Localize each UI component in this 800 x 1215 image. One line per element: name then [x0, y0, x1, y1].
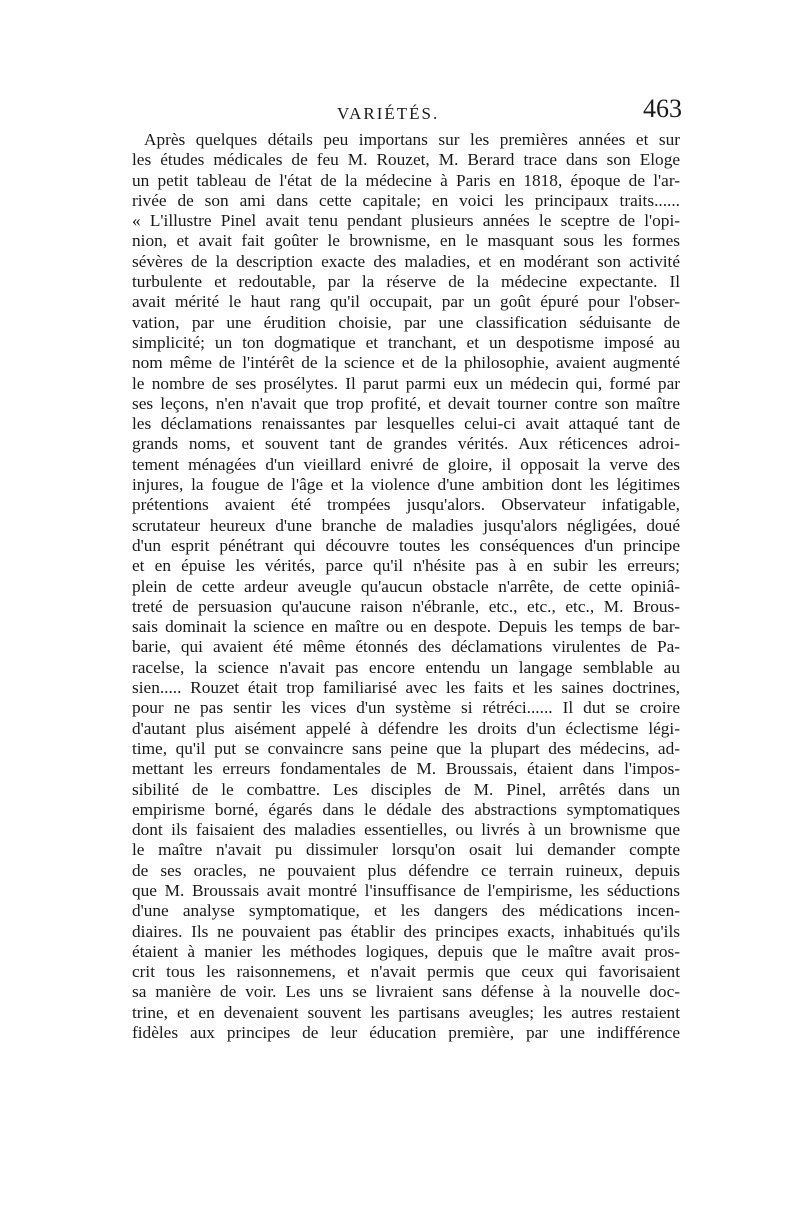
text-line: avait mérité le haut rang qu'il occupait, par un goût épuré pour l'obser-	[132, 292, 680, 312]
text-line: fidèles aux principes de leur éducation première, par une indifférence	[132, 1023, 680, 1043]
text-line: nion, et avait fait goûter le brownisme, en le masquant sous les formes	[132, 231, 680, 251]
text-line: racelse, la science n'avait pas encore entendu un langage semblable au	[132, 657, 680, 677]
text-line: étaient à manier les méthodes logiques, depuis que le maître avait pros-	[132, 941, 680, 961]
text-line: le nombre de ses prosélytes. Il parut parmi eux un médecin qui, formé par	[132, 373, 680, 393]
text-line: turbulente et redoutable, par la réserve de la médecine expectante. Il	[132, 272, 680, 292]
text-line: sa manière de voir. Les uns se livraient sans défense à la nouvelle doc-	[132, 982, 680, 1002]
text-line: tement ménagées d'un vieillard enivré de gloire, il opposait la verve des	[132, 454, 680, 474]
text-line: ses leçons, n'en n'avait que trop profité, et devait tourner contre son maître	[132, 393, 680, 413]
text-line: pour ne pas sentir les vices d'un système si rétréci...... Il dut se croire	[132, 698, 680, 718]
text-line: barie, qui avaient été même étonnés des déclamations virulentes de Pa-	[132, 637, 680, 657]
text-line: les déclamations renaissantes par lesquelles celui-ci avait attaqué tant de	[132, 414, 680, 434]
text-line: empirisme borné, égarés dans le dédale des abstractions symptomatiques	[132, 799, 680, 819]
text-line: mettant les erreurs fondamentales de M. Broussais, étaient dans l'impos-	[132, 759, 680, 779]
running-title: VARIÉTÉS.	[337, 104, 440, 123]
body-text	[132, 130, 680, 1043]
text-line: « L'illustre Pinel avait tenu pendant plusieurs années le sceptre de l'opi-	[132, 211, 680, 231]
text-line: scrutateur heureux d'une branche de maladies jusqu'alors négligées, doué	[132, 515, 680, 535]
text-line: prétentions avaient été trompées jusqu'alors. Observateur infatigable,	[132, 495, 680, 515]
text-line: d'autant plus aisément appelé à défendre les droits d'un éclectisme légi-	[132, 718, 680, 738]
text-line: de ses oracles, ne pouvaient plus défendre ce terrain ruineux, depuis	[132, 860, 680, 880]
text-line: trine, et en devenaient souvent les partisans aveugles; les autres restaient	[132, 1002, 680, 1022]
text-line: un petit tableau de l'état de la médecine à Paris en 1818, époque de l'ar-	[132, 170, 680, 190]
text-line: time, qu'il put se convaincre sans peine que la plupart des médecins, ad-	[132, 738, 680, 758]
text-line: le maître n'avait pu dissimuler lorsqu'on osait lui demander compte	[132, 840, 680, 860]
text-line: nom même de l'intérêt de la science et de la philosophie, avaient augmenté	[132, 353, 680, 373]
text-line: sien..... Rouzet était trop familiarisé avec les faits et les saines doctrines,	[132, 678, 680, 698]
page-number: 463	[643, 94, 682, 123]
text-line: sibilité de le combattre. Les disciples de M. Pinel, arrêtés dans un	[132, 779, 680, 799]
text-line: Après quelques détails peu importans sur les premières années et sur	[144, 130, 680, 149]
text-line: injures, la fougue de l'âge et la violence d'une ambition dont les légitimes	[132, 475, 680, 495]
text-line: que M. Broussais avait montré l'insuffisance de l'empirisme, les séductions	[132, 880, 680, 900]
text-line: diaires. Ils ne pouvaient pas établir des principes exacts, inhabitués qu'ils	[132, 921, 680, 941]
text-line: les études médicales de feu M. Rouzet, M. Berard trace dans son Eloge	[132, 150, 680, 170]
text-line: rivée de son ami dans cette capitale; en voici les principaux traits......	[132, 190, 680, 210]
text-line: d'une analyse symptomatique, et les dangers des médications incen-	[132, 901, 680, 921]
text-line: simplicité; un ton dogmatique et tranchant, et un despotisme imposé au	[132, 332, 680, 352]
text-line: crit tous les raisonnemens, et n'avait permis que ceux qui favorisaient	[132, 962, 680, 982]
text-line: dont ils faisaient des maladies essentielles, ou livrés à un brownisme que	[132, 820, 680, 840]
text-line: grands noms, et souvent tant de grandes vérités. Aux réticences adroi-	[132, 434, 680, 454]
text-line: treté de persuasion qu'aucune raison n'ébranle, etc., etc., etc., M. Brous-	[132, 596, 680, 616]
text-line: sais dominait la science en maître ou en despote. Depuis les temps de bar-	[132, 617, 680, 637]
text-line: sévères de la description exacte des maladies, et en modérant son activité	[132, 251, 680, 271]
text-line: plein de cette ardeur aveugle qu'aucun obstacle n'arrête, de cette opiniâ-	[132, 576, 680, 596]
page-header	[132, 94, 682, 130]
text-line: d'un esprit pénétrant qui découvre toutes les conséquences d'un principe	[132, 535, 680, 555]
text-line: vation, par une érudition choisie, par une classification séduisante de	[132, 312, 680, 332]
text-line: et en épuise les vérités, parce qu'il n'hésite pas à en subir les erreurs;	[132, 556, 680, 576]
